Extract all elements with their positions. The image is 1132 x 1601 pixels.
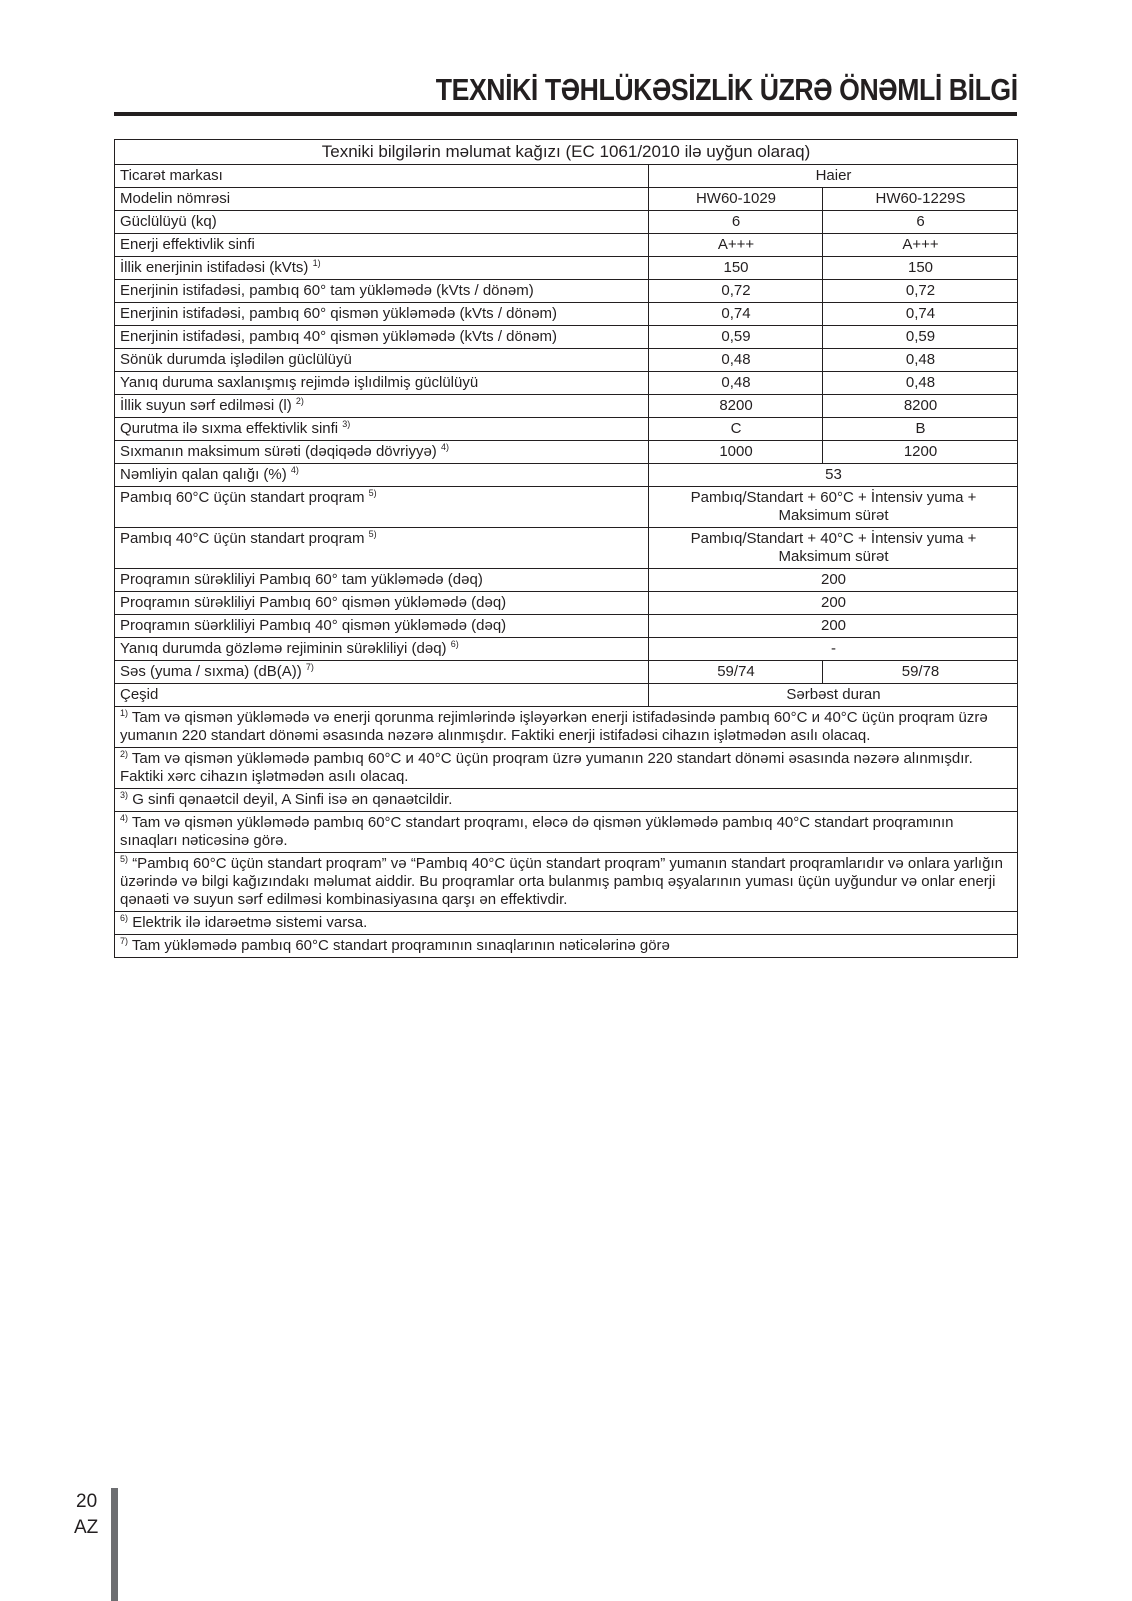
label-text: Səs (yuma / sıxma) (dB(A)): [120, 663, 302, 680]
row-value-a: 0,48: [649, 349, 823, 372]
footnote-body: Tam və qismən yükləmədə pambıq 60°C standart proqramı, eləcə də qismən yükləmədə pambıq 40°C standart proqramının sınaqları nəticəsinə görə.: [120, 814, 954, 849]
label-text: Sıxmanın maksimum sürəti (dəqiqədə dövriyyə): [120, 443, 437, 460]
row-value-a: 59/74: [649, 661, 823, 684]
row-label: [115, 487, 649, 528]
table-row: [115, 592, 1018, 615]
table-row: [115, 211, 1018, 234]
footnote-text: [115, 912, 1018, 935]
table-row: [115, 418, 1018, 441]
table-row: [115, 638, 1018, 661]
footnote-row: [115, 935, 1018, 958]
row-value-a: 1000: [649, 441, 823, 464]
label-text: Pambıq 40°C üçün standart proqram: [120, 530, 365, 547]
row-value: Haier: [649, 165, 1018, 188]
row-value: [649, 487, 1018, 528]
row-value-b: 59/78: [823, 661, 1018, 684]
row-label: Proqramın sürəkliliyi Pambıq 60° qismən yükləmədə (dəq): [115, 592, 649, 615]
label-text: Pambıq 60°C üçün standart proqram: [120, 489, 365, 506]
table-row: [115, 188, 1018, 211]
table-row: [115, 234, 1018, 257]
label-text: İllik suyun sərf edilməsi (l): [120, 397, 292, 414]
row-value: 200: [649, 592, 1018, 615]
row-label: [115, 303, 649, 326]
footnote-ref: 5): [368, 529, 377, 539]
table-row: [115, 372, 1018, 395]
table-row: [115, 528, 1018, 569]
footnote-text: [115, 812, 1018, 853]
footnote-ref: 4): [290, 465, 299, 475]
row-value-a: C: [649, 418, 823, 441]
label-text: Enerji effektivlik sinfi: [120, 236, 255, 253]
footnote-ref: 1): [312, 258, 321, 268]
row-value-b: 0,48: [823, 372, 1018, 395]
table-caption: Texniki bilgilərin məlumat kağızı (EC 1061/2010 ilə uyğun olaraq): [115, 140, 1018, 165]
footnote-text: [115, 789, 1018, 812]
row-value-a: 0,59: [649, 326, 823, 349]
row-value: 53: [649, 464, 1018, 487]
row-value: 200: [649, 615, 1018, 638]
label-text: İllik enerjinin istifadəsi (kVts): [120, 259, 309, 276]
row-value-b: 6: [823, 211, 1018, 234]
label-text: Yanıq duruma saxlanışmış rejimdə işlıdilmiş güclülüyü: [120, 374, 479, 391]
row-label: [115, 661, 649, 684]
footnote-body: Tam yükləmədə pambıq 60°C standart proqramının sınaqlarının nəticələrinə görə: [131, 937, 670, 954]
row-label: [115, 234, 649, 257]
page-number: 20: [76, 1491, 98, 1512]
table-row: [115, 165, 1018, 188]
footnote-ref: 1): [120, 708, 129, 718]
footnote-body: G sinfi qənaətcil deyil, A Sinfi isə ən qənaətcildir.: [132, 791, 453, 808]
table-row: [115, 487, 1018, 528]
row-label: [115, 257, 649, 280]
footnote-body: Elektrik ilə idarəetmə sistemi varsa.: [132, 914, 368, 931]
row-label: [115, 418, 649, 441]
label-text: Enerjinin istifadəsi, pambıq 60° tam yükləmədə (kVts / dönəm): [120, 282, 534, 299]
table-row: [115, 441, 1018, 464]
row-label: [115, 395, 649, 418]
row-label: [115, 528, 649, 569]
side-bar: [111, 1488, 118, 1601]
spec-table: [114, 139, 1018, 958]
row-value-b: HW60-1229S: [823, 188, 1018, 211]
table-row: [115, 349, 1018, 372]
label-text: Enerjinin istifadəsi, pambıq 60° qismən yükləmədə (kVts / dönəm): [120, 305, 558, 322]
value-line: Maksimum sürət: [778, 507, 889, 524]
row-label: [115, 441, 649, 464]
footnote-ref: 6): [120, 913, 129, 923]
label-text: Sönük durumda işlədilən güclülüyü: [120, 351, 352, 368]
value-line: Pambıq/Standart + 40°C + İntensiv yuma +: [690, 530, 977, 547]
split-rows: [115, 211, 1018, 464]
row-label: [115, 372, 649, 395]
row-value-b: 0,59: [823, 326, 1018, 349]
footnote-ref: 7): [305, 662, 314, 672]
table-row: [115, 280, 1018, 303]
footnote-ref: 5): [120, 854, 129, 864]
footnotes: [115, 707, 1018, 958]
row-value-b: 1200: [823, 441, 1018, 464]
table-row: [115, 464, 1018, 487]
row-value-b: 0,72: [823, 280, 1018, 303]
footnote-ref: 4): [440, 442, 449, 452]
label-text: Nəmliyin qalan qalığı (%): [120, 466, 287, 483]
footnote-ref: 3): [342, 419, 351, 429]
footnote-text: [115, 707, 1018, 748]
table-row: [115, 395, 1018, 418]
row-value-a: A+++: [649, 234, 823, 257]
row-label: [115, 280, 649, 303]
table-row: [115, 569, 1018, 592]
footnote-ref: 3): [120, 790, 129, 800]
footnote-ref: 2): [120, 749, 129, 759]
caption-row: [115, 140, 1018, 165]
row-value-a: 8200: [649, 395, 823, 418]
row-value: 200: [649, 569, 1018, 592]
row-value-b: 0,74: [823, 303, 1018, 326]
row-value-b: 150: [823, 257, 1018, 280]
footnote-ref: 5): [368, 488, 377, 498]
row-label: Proqramın süərkliliyi Pambıq 40° qismən yükləmədə (dəq): [115, 615, 649, 638]
row-label: Modelin nömrəsi: [115, 188, 649, 211]
row-value-b: 8200: [823, 395, 1018, 418]
page-language: AZ: [74, 1517, 99, 1538]
table-row: [115, 615, 1018, 638]
row-value: [649, 528, 1018, 569]
footnote-body: Tam və qismən yükləmədə pambıq 60°C и 40°C üçün proqram üzrə yumanın 220 standart dönəmi əsasında nəzərə alınmışdır. Faktiki xərc cihazın işlətmədən asılı olacaq.: [120, 750, 973, 785]
table-row: [115, 257, 1018, 280]
page-title: TEXNİKİ TƏHLÜKƏSİZLİK ÜZRƏ ÖNƏMLİ BİLGİ: [436, 72, 1018, 107]
row-label: Ticarət markası: [115, 165, 649, 188]
table-row: [115, 684, 1018, 707]
row-label: [115, 638, 649, 661]
footnote-text: [115, 853, 1018, 912]
row-value-a: 0,72: [649, 280, 823, 303]
row-value-a: HW60-1029: [649, 188, 823, 211]
footnote-row: [115, 853, 1018, 912]
row-label: [115, 326, 649, 349]
table-row: [115, 303, 1018, 326]
footnote-row: [115, 789, 1018, 812]
footnote-ref: 4): [120, 813, 129, 823]
row-value-a: 6: [649, 211, 823, 234]
footnote-row: [115, 707, 1018, 748]
value-line: Maksimum sürət: [778, 548, 889, 565]
footnote-ref: 2): [295, 396, 304, 406]
footnote-row: [115, 812, 1018, 853]
row-label: [115, 211, 649, 234]
row-value: -: [649, 638, 1018, 661]
footnote-row: [115, 748, 1018, 789]
footnote-body: Tam və qismən yükləmədə və enerji qorunma rejimlərində işləyərkən enerji istifadəsində pambıq 60°C и 40°C üçün proqram üzrə yumanın 220 standart dönəmi əsasında nəzərə alınmışdır. Faktiki enerji istifadəsi cihazın işlətmədən asılı olacaq.: [120, 709, 988, 744]
row-label: [115, 349, 649, 372]
label-text: Enerjinin istifadəsi, pambıq 40° qismən yükləmədə (kVts / dönəm): [120, 328, 558, 345]
title-rule: [114, 112, 1017, 116]
footnote-body: “Pambıq 60°C üçün standart proqram” və “Pambıq 40°C üçün standart proqram” yumanın standart proqramlarıdır və onlara yarlığın üzərində və bilgi kağızındakı məlumat aiddir. Bu proqramlar orta bulanmış pambıq əşyalarının yuması üçün uyğundur və onlar enerji qənaəti və suyun sərf edilməsi kombinasiyasına qarşı ən effektivdir.: [120, 855, 1003, 908]
footnote-text: [115, 935, 1018, 958]
row-label: Proqramın sürəkliliyi Pambıq 60° tam yükləmədə (dəq): [115, 569, 649, 592]
row-value: Sərbəst duran: [649, 684, 1018, 707]
row-label: Çeşid: [115, 684, 649, 707]
row-value-a: 0,48: [649, 372, 823, 395]
table-row: [115, 661, 1018, 684]
label-text: Yanıq durumda gözləmə rejiminin sürəkliliyi (dəq): [120, 640, 447, 657]
row-value-b: A+++: [823, 234, 1018, 257]
footnote-ref: 7): [120, 936, 129, 946]
row-value-a: 0,74: [649, 303, 823, 326]
label-text: Güclülüyü (kq): [120, 213, 217, 230]
row-value-b: 0,48: [823, 349, 1018, 372]
row-value-a: 150: [649, 257, 823, 280]
row-value-b: B: [823, 418, 1018, 441]
footnote-row: [115, 912, 1018, 935]
footnote-ref: 6): [450, 639, 459, 649]
label-text: Qurutma ilə sıxma effektivlik sinfi: [120, 420, 339, 437]
footnote-text: [115, 748, 1018, 789]
row-label: [115, 464, 649, 487]
value-line: Pambıq/Standart + 60°C + İntensiv yuma +: [690, 489, 977, 506]
table-row: [115, 326, 1018, 349]
